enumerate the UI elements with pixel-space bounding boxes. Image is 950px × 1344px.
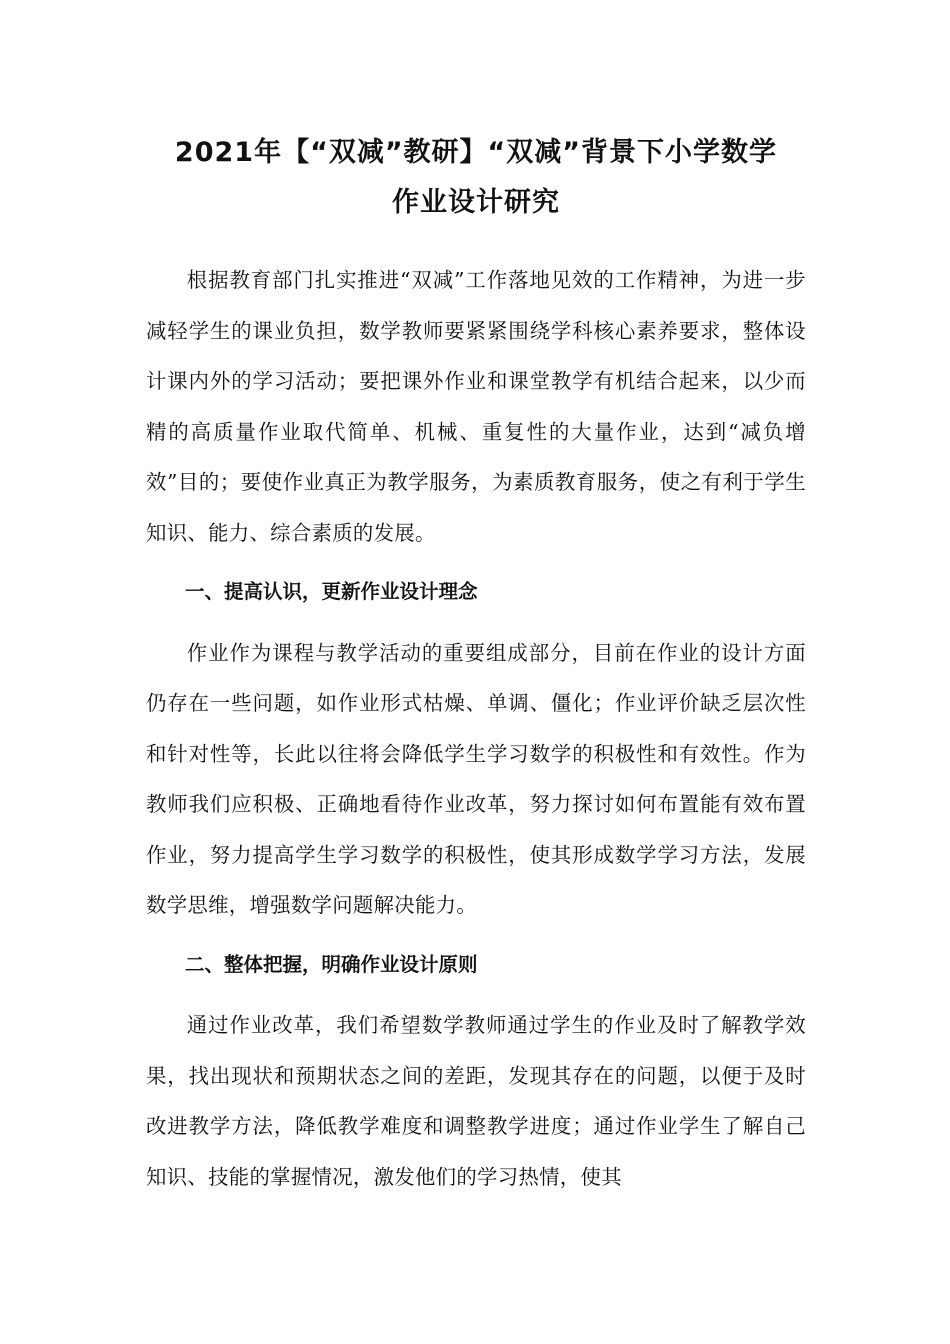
section-1-paragraph: 作业作为课程与教学活动的重要组成部分，目前在作业的设计方面仍存在一些问题，如作业形式枯燥、单调、僵化；作业评价缺乏层次性和针对性等，长此以往将会降低学生学习数学的积极性和有效性。作为教师我们应积极、正确地看待作业改革，努力探讨如何布置能有效布置作业，努力提高学生学习数学的积极性，使其形成数学学习方法，发展数学思维，增强数学问题解决能力。 <box>146 640 806 917</box>
title-line-1: 2021年【“双减”教研】“双减”背景下小学数学 <box>174 137 778 168</box>
document-title <box>136 128 816 228</box>
title-line-2: 作业设计研究 <box>392 187 560 218</box>
section-2-heading: 二、整体把握，明确作业设计原则 <box>185 952 478 976</box>
intro-paragraph: 根据教育部门扎实推进“双减”工作落地见效的工作精神，为进一步减轻学生的课业负担，数学教师要紧紧围绕学科核心素养要求，整体设计课内外的学习活动；要把课外作业和课堂教学有机结合起来，以少而精的高质量作业取代简单、机械、重复性的大量作业，达到“减负增效”目的；要使作业真正为教学服务，为素质教育服务，使之有利于学生知识、能力、综合素质的发展。 <box>146 268 806 545</box>
section-1-heading: 一、提高认识，更新作业设计理念 <box>185 580 478 603</box>
section-2-paragraph: 通过作业改革，我们希望数学教师通过学生的作业及时了解教学效果，找出现状和预期状态之间的差距，发现其存在的问题，以便于及时改进教学方法，降低教学难度和调整教学进度；通过作业学生了解自己知识、技能的掌握情况，激发他们的学习热情，使其 <box>146 1013 806 1189</box>
document-page <box>146 120 806 1202</box>
